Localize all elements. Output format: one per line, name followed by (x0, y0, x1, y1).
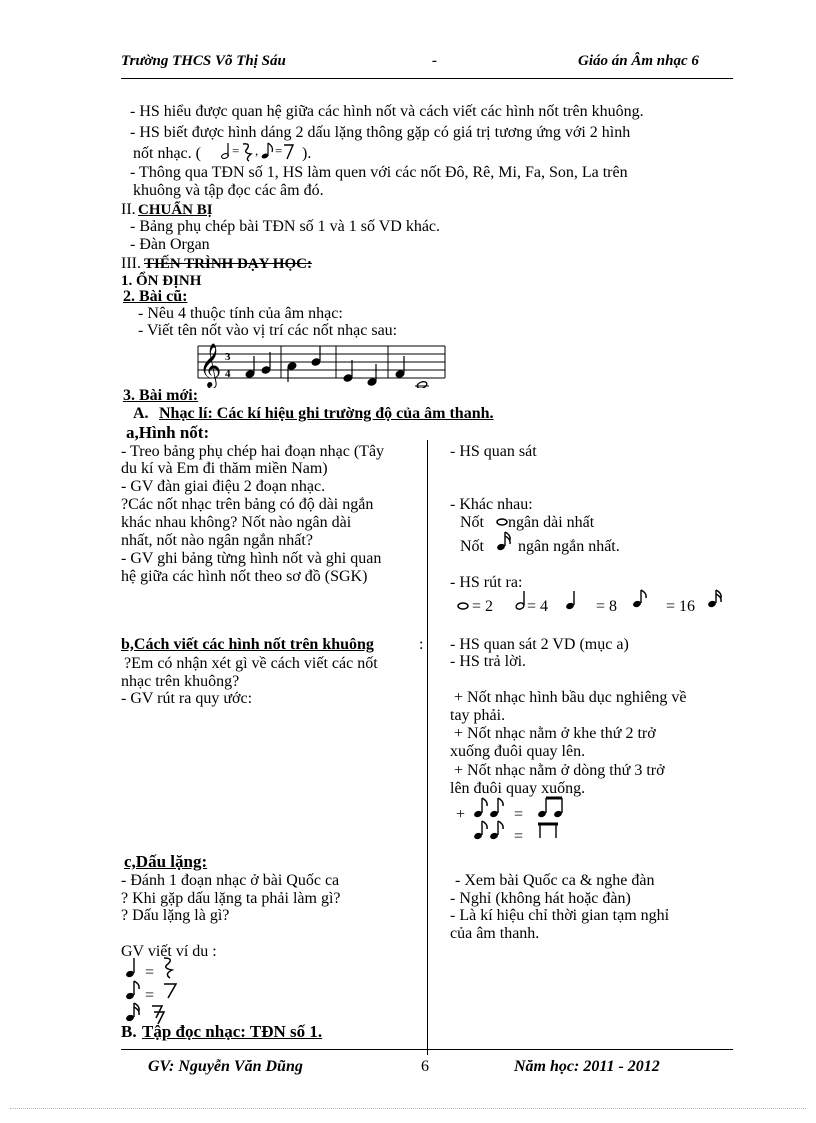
sixteenth-note-icon (496, 530, 514, 552)
hinh-not-left-8: hệ giữa các hình nốt theo sơ đồ (SGK) (121, 568, 368, 585)
section2-number: II. (121, 201, 136, 218)
footer-rule (121, 1049, 733, 1050)
cach-viet-right-2: - HS trả lời. (450, 653, 527, 670)
header-subject: Giáo án Âm nhạc 6 (578, 53, 699, 69)
footer-page-number: 6 (421, 1058, 429, 1075)
cach-viet-right-4: tay phải. (450, 707, 506, 724)
dau-lang-left-1: - Đánh 1 đoạn nhạc ở bài Quốc ca (121, 872, 340, 889)
hinh-not-right-conclude: - HS rút ra: (450, 574, 523, 591)
bai-cu-item-1: - Nêu 4 thuộc tính của âm nhạc: (138, 305, 343, 322)
dau-lang-right-4: của âm thanh. (450, 925, 540, 942)
dau-lang-left-2: ? Khi gặp dấu lặng ta phải làm gì? (121, 890, 341, 907)
section2-title: CHUẨN BỊ (138, 202, 213, 218)
objective-5: khuông và tập đọc các âm đó. (133, 182, 324, 199)
not2-label: Nốt (460, 538, 484, 555)
header-rule (121, 78, 733, 79)
cach-viet-heading: b,Cách viết các hình nốt trên khuông (121, 636, 374, 653)
eq-16: = 16 (666, 598, 696, 615)
hinh-not-right-diff: - Khác nhau: (450, 496, 533, 513)
music-staff (188, 338, 450, 388)
footer-teacher: GV: Nguyễn Văn Dũng (148, 1058, 303, 1075)
objective-1: - HS hiểu được quan hệ giữa các hình nốt và cách viết các hình nốt trên khuông. (130, 103, 644, 120)
time-sig-top: 3 (225, 351, 231, 363)
beam-plus: + (456, 806, 466, 823)
cach-viet-right-3: + Nốt nhạc hình bầu dục nghiêng về (454, 689, 687, 706)
objective-3-prefix: nốt nhạc. ( (133, 145, 201, 162)
header-school: Trường THCS Võ Thị Sáu (121, 53, 286, 69)
svg-text:=: = (275, 143, 283, 158)
eq-2: = 2 (472, 598, 494, 615)
svg-text:=: = (232, 143, 240, 158)
rest-eq-1: = (145, 964, 155, 981)
section2-item-1: - Bảng phụ chép bài TĐN số 1 và 1 số VD khác. (130, 218, 441, 235)
cach-viet-right-7: + Nốt nhạc nằm ở dòng thứ 3 trở (454, 762, 665, 779)
eq-8: = 8 (596, 598, 618, 615)
hinh-not-left-1: - Treo bảng phụ chép hai đoạn nhạc (Tây (121, 443, 385, 460)
dau-lang-heading: c,Dấu lặng: (124, 852, 208, 871)
section3-number: III. (121, 255, 141, 272)
objective-2: - HS biết được hình dáng 2 dấu lặng thông gặp có giá trị tương ứng với 2 hình (130, 124, 631, 141)
page-bottom-border (10, 1108, 806, 1109)
eq-4: = 4 (527, 598, 549, 615)
dau-lang-right-1: - Xem bài Quốc ca & nghe đàn (455, 872, 655, 889)
cach-viet-colon: : (419, 636, 424, 653)
svg-text:,: , (255, 143, 259, 158)
treble-clef: 𝄞 (199, 343, 222, 387)
cach-viet-right-6: xuống đuôi quay lên. (450, 743, 586, 760)
hinh-not-left-7: - GV ghi bảng từng hình nốt và ghi quan (121, 550, 382, 567)
objective-3-suffix: ). (302, 145, 312, 162)
not2-text: ngân ngắn nhất. (518, 538, 620, 555)
part-a-letter: A. (133, 405, 149, 422)
section2-item-2: - Đàn Organ (130, 236, 210, 253)
hinh-not-left-4: ?Các nốt nhạc trên bảng có độ dài ngắn (121, 496, 374, 513)
part-a-title: Nhạc lí: Các kí hiệu ghi trường độ của âm thanh. (159, 405, 494, 422)
objective-4: - Thông qua TĐN số 1, HS làm quen với các nốt Đô, Rê, Mi, Fa, Son, La trên (130, 164, 628, 181)
part-b-title: Tập đọc nhạc: TĐN số 1. (142, 1022, 323, 1041)
beam-eq-2: = (514, 828, 524, 845)
dau-lang-right-2: - Nghỉ (không hát hoặc đàn) (450, 890, 631, 907)
cach-viet-right-1: - HS quan sát 2 VD (mục a) (450, 636, 629, 653)
beam-eq-1: = (514, 806, 524, 823)
rest-equivalence-icon (221, 139, 311, 163)
hinh-not-left-2: du kí và Em đi thăm miền Nam) (121, 460, 328, 477)
section3-title: TIẾN TRÌNH DẠY HỌC: (144, 256, 312, 272)
hinh-not-left-6: nhất, nốt nào ngân ngắn nhất? (121, 532, 313, 549)
not1-label: Nốt (460, 514, 484, 531)
cach-viet-left-2: nhạc trên khuông? (121, 673, 240, 690)
hinh-not-heading: a,Hình nốt: (126, 423, 210, 442)
time-sig-bottom: 4 (225, 368, 231, 380)
dau-lang-right-3: - Là kí hiệu chỉ thời gian tạm nghỉ (450, 907, 670, 924)
cach-viet-left-1: ?Em có nhận xét gì về cách viết các nốt (124, 655, 378, 672)
bai-cu-heading: 2. Bài cũ: (123, 288, 188, 305)
header-dash: - (432, 53, 437, 69)
on-dinh-heading: 1. ỔN ĐỊNH (121, 273, 202, 289)
rest-examples (124, 956, 194, 1026)
part-b-letter: B. (121, 1022, 137, 1041)
hinh-not-left-3: - GV đàn giai điệu 2 đoạn nhạc. (121, 478, 326, 495)
hinh-not-left-5: khác nhau không? Nốt nào ngân dài (121, 514, 352, 531)
cach-viet-left-3: - GV rút ra quy ước: (121, 690, 253, 707)
bai-cu-item-2: - Viết tên nốt vào vị trí các nốt nhạc sau: (138, 322, 398, 339)
cach-viet-right-8: lên đuôi quay xuống. (450, 780, 586, 797)
bai-moi-heading: 3. Bài mới: (123, 387, 199, 404)
rest-eq-2: = (145, 987, 155, 1004)
footer-year: Năm học: 2011 - 2012 (514, 1058, 660, 1075)
example-title: GV viết ví du : (121, 943, 217, 960)
not1-text: ngân dài nhất (508, 514, 595, 531)
column-divider (427, 440, 428, 1055)
hinh-not-right-observe: - HS quan sát (450, 443, 537, 460)
dau-lang-left-3: ? Dấu lặng là gì? (121, 907, 230, 924)
cach-viet-right-5: + Nốt nhạc nằm ở khe thứ 2 trở (454, 725, 656, 742)
